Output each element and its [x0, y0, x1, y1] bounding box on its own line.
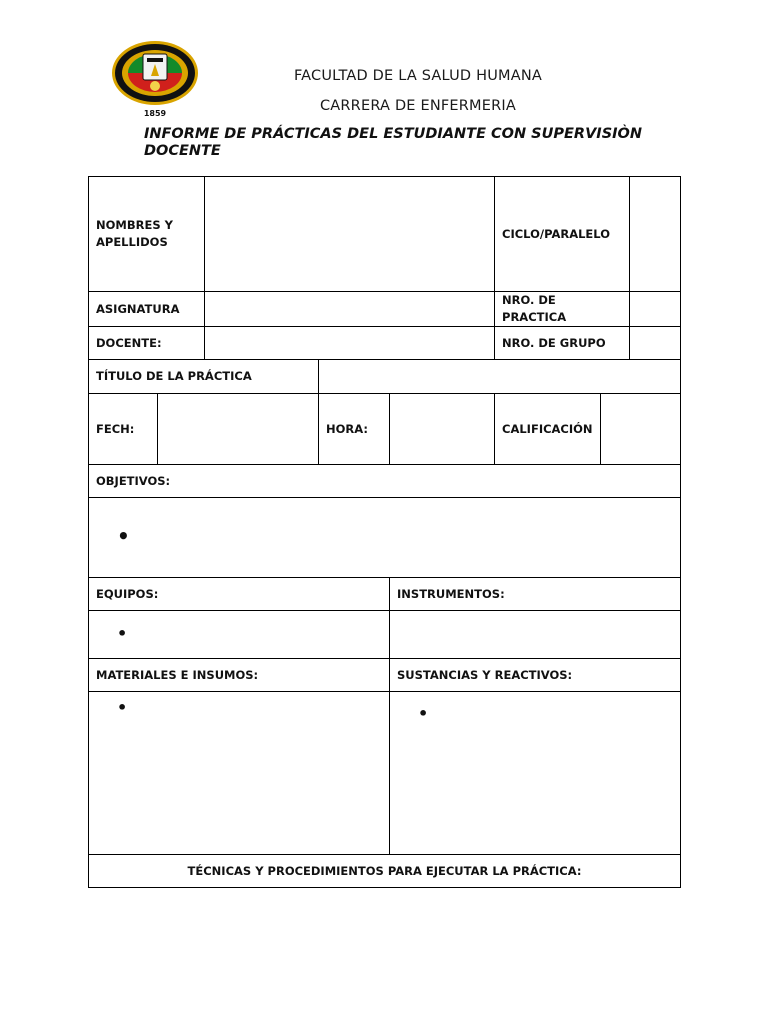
grade-label: CALIFICACIÓN [495, 394, 601, 465]
row-materials-content [89, 692, 681, 855]
row-teacher [89, 327, 681, 360]
substances-bullet: • [418, 704, 429, 723]
subject-field[interactable] [205, 292, 495, 327]
date-label: FECH: [89, 394, 158, 465]
substances-label: SUSTANCIAS Y REACTIVOS: [390, 659, 681, 692]
subject-label: ASIGNATURA [89, 292, 205, 327]
university-seal-logo [110, 40, 200, 118]
row-subject [89, 292, 681, 327]
time-label: HORA: [319, 394, 390, 465]
report-title: INFORME DE PRÁCTICAS DEL ESTUDIANTE CON SUPERVISIÒN DOCENTE [144, 126, 643, 159]
row-materials-header [89, 659, 681, 692]
practice-title-label: TÍTULO DE LA PRÁCTICA [89, 360, 319, 394]
row-equipment-content [89, 611, 681, 659]
substances-field[interactable] [390, 692, 681, 855]
grade-field[interactable] [601, 394, 681, 465]
materials-field[interactable] [89, 692, 390, 855]
practice-report-form [88, 176, 681, 888]
row-names [89, 177, 681, 292]
teacher-field[interactable] [205, 327, 495, 360]
date-field[interactable] [158, 394, 319, 465]
time-field[interactable] [390, 394, 495, 465]
group-number-field[interactable] [630, 327, 681, 360]
objectives-label: OBJETIVOS: [89, 465, 681, 498]
row-date-time-grade [89, 394, 681, 465]
instruments-field[interactable] [390, 611, 681, 659]
row-equipment-header [89, 578, 681, 611]
row-techniques-header [89, 855, 681, 888]
cycle-label: CICLO/PARALELO [495, 177, 630, 292]
instruments-label: INSTRUMENTOS: [390, 578, 681, 611]
objectives-bullet: • [117, 523, 130, 548]
faculty-name: FACULTAD DE LA SALUD HUMANA [293, 68, 543, 84]
career-name: CARRERA DE ENFERMERIA [319, 98, 517, 114]
row-objectives-content [89, 498, 681, 578]
equipment-label: EQUIPOS: [89, 578, 390, 611]
practice-number-field[interactable] [630, 292, 681, 327]
row-practice-title [89, 360, 681, 394]
cycle-field[interactable] [630, 177, 681, 292]
materials-bullet: • [117, 698, 128, 717]
practice-title-field[interactable] [319, 360, 681, 394]
objectives-field[interactable] [89, 498, 681, 578]
names-label: NOMBRES Y APELLIDOS [89, 177, 205, 292]
teacher-label: DOCENTE: [89, 327, 205, 360]
group-number-label: NRO. DE GRUPO [495, 327, 630, 360]
equipment-bullet: • [117, 623, 128, 643]
seal-year: 1859 [143, 109, 167, 118]
materials-label: MATERIALES E INSUMOS: [89, 659, 390, 692]
practice-number-label: NRO. DE PRACTICA [495, 292, 630, 327]
techniques-label: TÉCNICAS Y PROCEDIMIENTOS PARA EJECUTAR LA PRÁCTICA: [89, 855, 681, 888]
row-objectives-header [89, 465, 681, 498]
names-field[interactable] [205, 177, 495, 292]
equipment-field[interactable] [89, 611, 390, 659]
